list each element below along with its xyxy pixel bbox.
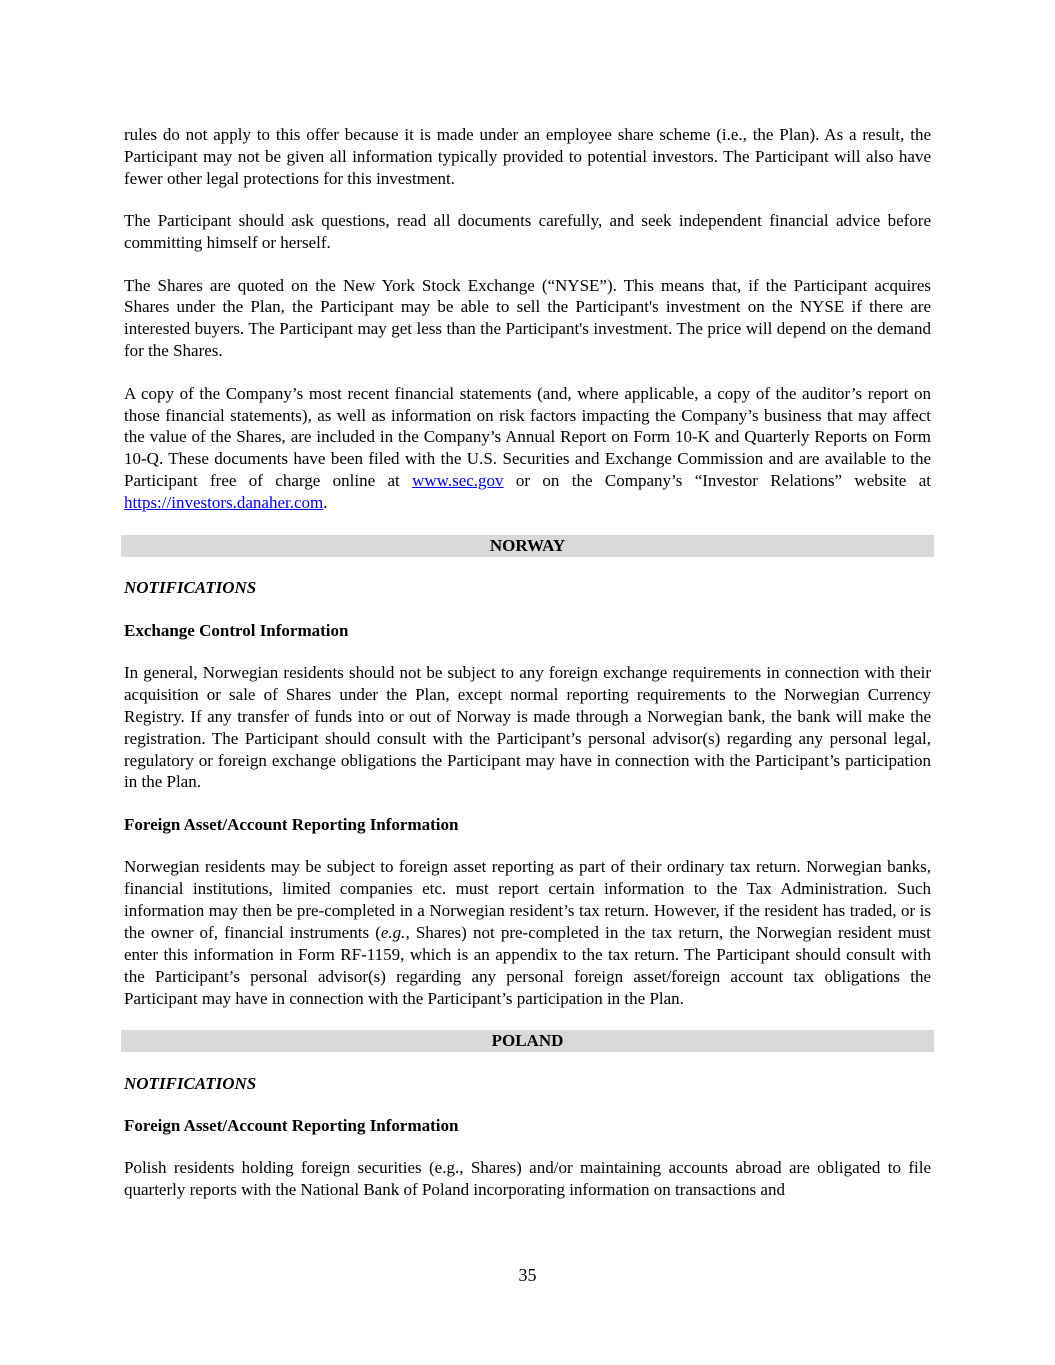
text-segment: Norwegian residents may be subject to foreign asset reporting as part of their ordinary tax return. Norwegian banks, financial institutions, limited companies etc. must report certain information to the Tax Administration. Such information may then be pre-completed in a Norwegian resident’s tax return. However, if the resident has traded, or is the owner of, financial instruments ( xyxy=(124,857,931,942)
paragraph-offer-rules: rules do not apply to this offer because it is made under an employee share scheme (i.e., the Plan). As a result, the Participant may not be given all information typically provided to potential investors. The Participant will also have fewer other legal protections for this investment. xyxy=(124,125,931,188)
norway-exchange-control-heading: Exchange Control Information xyxy=(124,620,349,640)
document-page xyxy=(124,124,931,1222)
text-segment: A copy of the Company’s most recent financial statements (and, where applicable, a copy of the auditor’s report on those financial statements), as well as information on risk factors impacting the Company’s business that may affect the value of the Shares, are included in the Company’s Annual Report on Form 10-K and Quarterly Reports on Form 10-Q. These documents have been filed with the U.S. Securities and Exchange Commission and are available to the Participant free of charge online at xyxy=(124,383,931,491)
section-header-poland: POLAND xyxy=(121,1030,934,1052)
poland-foreign-asset-text: Polish residents holding foreign securities (e.g., Shares) and/or maintaining accounts abroad are obligated to file quarterly reports with the National Bank of Poland incorporating information on transactions and xyxy=(124,1158,931,1200)
paragraph-financial-statements xyxy=(124,383,931,514)
text-segment: . xyxy=(323,493,328,513)
paragraph-ask-questions: The Participant should ask questions, read all documents carefully, and seek independent financial advice before committing himself or herself. xyxy=(124,211,931,253)
section-header-norway: NORWAY xyxy=(121,535,934,557)
poland-notifications-heading: NOTIFICATIONS xyxy=(124,1073,257,1093)
norway-exchange-control-text: In general, Norwegian residents should not be subject to any foreign exchange requirements in connection with their acquisition or sale of Shares under the Plan, except normal reporting requirements to the Norwegian Currency Registry. If any transfer of funds into or out of Norway is made through a Norwegian bank, the bank will make the registration. The Participant should consult with the Participant’s personal advisor(s) regarding any personal legal, regulatory or foreign exchange obligations the Participant may have in connection with the Participant’s participation in the Plan. xyxy=(124,662,931,792)
norway-notifications-heading: NOTIFICATIONS xyxy=(124,578,257,598)
text-segment: , Shares) not pre-completed in the tax return, the Norwegian resident must enter this information in Form RF-1159, which is an appendix to the tax return. The Participant should consult with the Participant’s personal advisor(s) regarding any personal foreign asset/foreign account tax obligations the Participant may have in connection with the Participant’s participation in the Plan. xyxy=(124,922,932,1008)
paragraph-nyse: The Shares are quoted on the New York Stock Exchange (“NYSE”). This means that, if the Participant acquires Shares under the Plan, the Participant may be able to sell the Participant's investment on the NYSE if there are interested buyers. The Participant may get less than the Participant's investment. The price will depend on the demand for the Shares. xyxy=(124,275,931,361)
eg-italic: e.g. xyxy=(380,922,406,942)
norway-foreign-asset-heading: Foreign Asset/Account Reporting Information xyxy=(124,814,459,834)
sec-gov-link[interactable]: www.sec.gov xyxy=(412,471,504,491)
text-segment: or on the Company’s “Investor Relations” website at xyxy=(503,471,931,491)
investor-relations-link[interactable]: https://investors.danaher.com xyxy=(124,493,324,513)
norway-foreign-asset-text xyxy=(124,856,931,1009)
page-number: 35 xyxy=(518,1265,537,1285)
poland-foreign-asset-heading: Foreign Asset/Account Reporting Information xyxy=(124,1116,459,1135)
